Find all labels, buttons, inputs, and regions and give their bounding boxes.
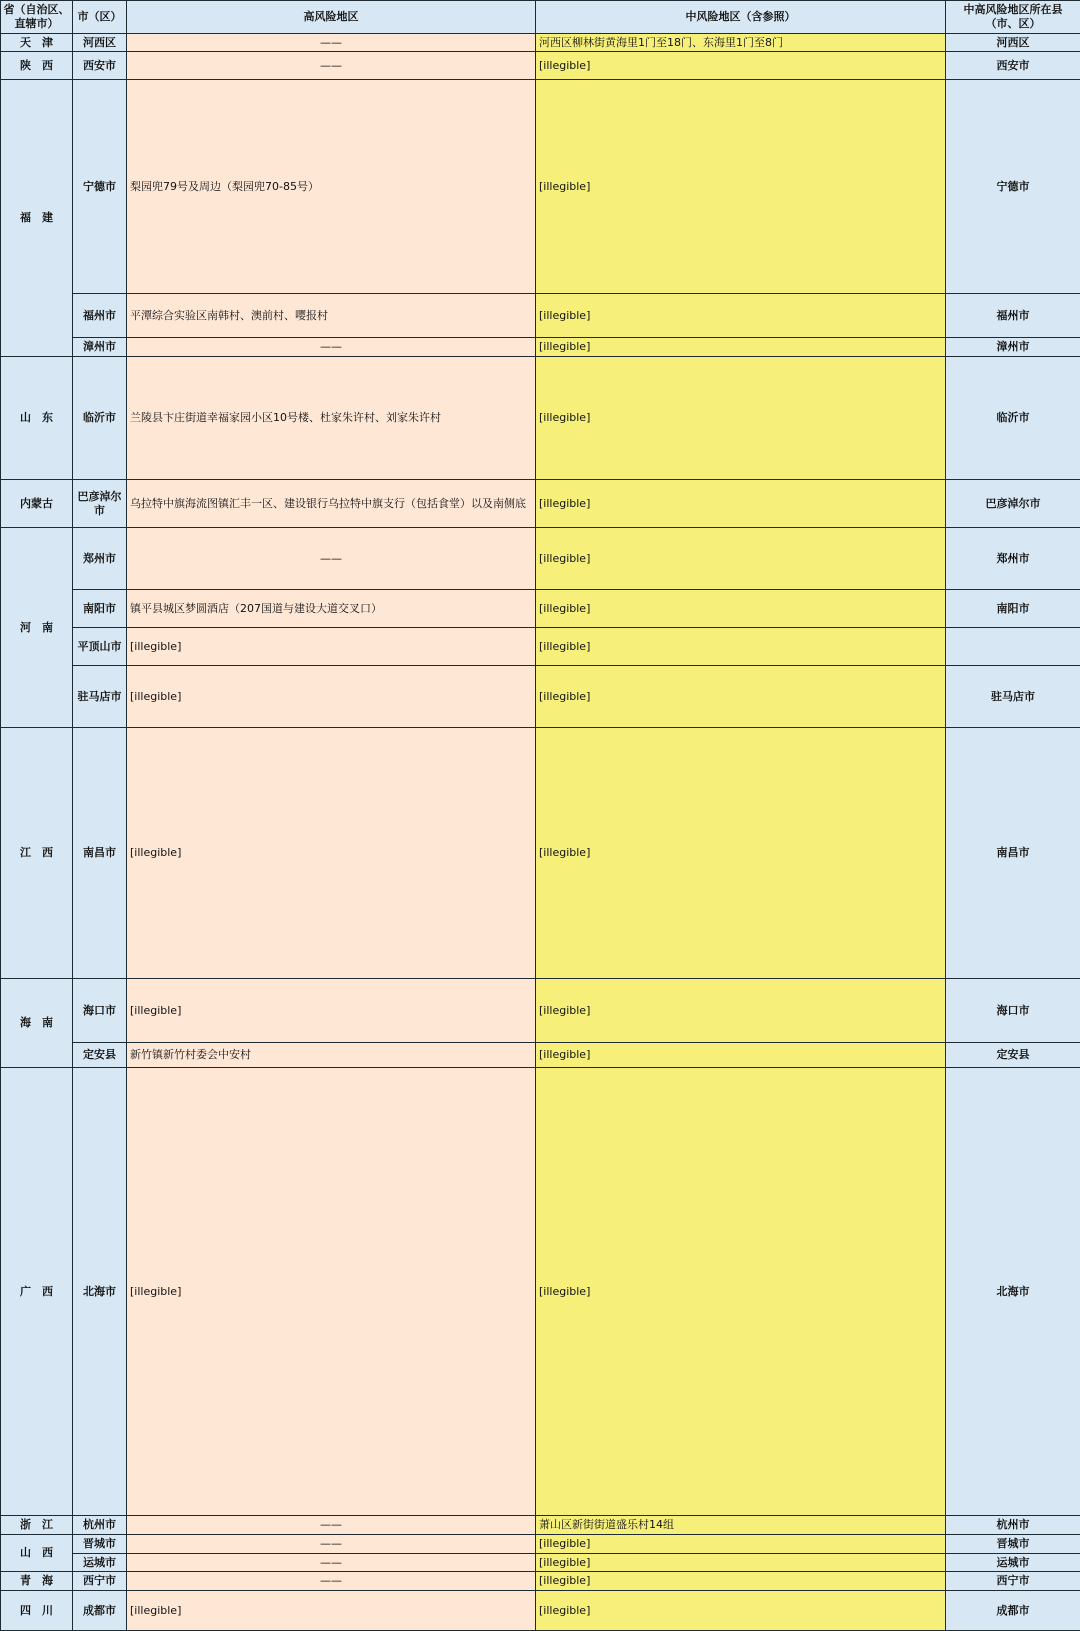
medium-risk-cell: [illegible] [536,1591,946,1631]
province-cell: 福 建 [1,80,73,357]
high-risk-cell: —— [127,1534,536,1553]
medium-risk-cell: [illegible] [536,1068,946,1516]
city-cell: 北海市 [73,1068,127,1516]
high-risk-cell: —— [127,338,536,357]
province-cell: 广 西 [1,1068,73,1516]
city-cell: 驻马店市 [73,666,127,728]
location-cell: 福州市 [946,294,1080,338]
location-cell: 运城市 [946,1553,1080,1572]
table-header-row [1,1,1080,34]
location-cell: 巴彦淖尔市 [946,480,1080,528]
location-cell: 西宁市 [946,1572,1080,1591]
city-cell: 西安市 [73,52,127,80]
high-risk-cell: 梨园兜79号及周边（梨园兜70-85号） [127,80,536,294]
medium-risk-cell: [illegible] [536,628,946,666]
city-cell: 南阳市 [73,590,127,628]
province-cell: 山 西 [1,1534,73,1572]
medium-risk-cell: [illegible] [536,1043,946,1068]
header-medium-risk: 中风险地区（含参照） [536,1,946,34]
medium-risk-cell: 萧山区新街街道盛乐村14组 [536,1516,946,1535]
high-risk-cell: —— [127,528,536,590]
city-cell: 巴彦淖尔市 [73,480,127,528]
header-province: 省（自治区、直辖市） [1,1,73,34]
city-cell: 定安县 [73,1043,127,1068]
city-cell: 成都市 [73,1591,127,1631]
medium-risk-cell: [illegible] [536,480,946,528]
province-cell: 内蒙古 [1,480,73,528]
header-location: 中高风险地区所在县（市、区） [946,1,1080,34]
location-cell: 漳州市 [946,338,1080,357]
high-risk-cell: [illegible] [127,979,536,1043]
city-cell: 河西区 [73,33,127,52]
table-row [1,480,1080,528]
province-cell: 青 海 [1,1572,73,1591]
location-cell: 定安县 [946,1043,1080,1068]
medium-risk-cell: [illegible] [536,80,946,294]
table-row [1,1516,1080,1535]
city-cell: 晋城市 [73,1534,127,1553]
table-row [1,1043,1080,1068]
medium-risk-cell: [illegible] [536,52,946,80]
table-row [1,1591,1080,1631]
location-cell: 北海市 [946,1068,1080,1516]
medium-risk-cell: [illegible] [536,728,946,979]
high-risk-cell: 新竹镇新竹村委会中安村 [127,1043,536,1068]
high-risk-cell: 平潭综合实验区南韩村、澳前村、嘤报村 [127,294,536,338]
location-cell: 临沂市 [946,357,1080,480]
high-risk-cell: [illegible] [127,1591,536,1631]
medium-risk-cell: [illegible] [536,590,946,628]
medium-risk-cell: [illegible] [536,1572,946,1591]
province-cell: 河 南 [1,528,73,728]
province-cell: 山 东 [1,357,73,480]
location-cell: 海口市 [946,979,1080,1043]
medium-risk-cell: [illegible] [536,979,946,1043]
high-risk-cell: —— [127,1553,536,1572]
province-cell: 浙 江 [1,1516,73,1535]
province-cell: 天 津 [1,33,73,52]
table-row [1,528,1080,590]
location-cell [946,628,1080,666]
table-row [1,33,1080,52]
table-row [1,590,1080,628]
header-high-risk: 高风险地区 [127,1,536,34]
location-cell: 郑州市 [946,528,1080,590]
location-cell: 晋城市 [946,1534,1080,1553]
location-cell: 河西区 [946,33,1080,52]
medium-risk-cell: [illegible] [536,294,946,338]
city-cell: 漳州市 [73,338,127,357]
city-cell: 临沂市 [73,357,127,480]
table-row [1,357,1080,480]
province-cell: 四 川 [1,1591,73,1631]
province-cell: 陕 西 [1,52,73,80]
table-row [1,628,1080,666]
location-cell: 驻马店市 [946,666,1080,728]
high-risk-cell: [illegible] [127,728,536,979]
medium-risk-cell: [illegible] [536,357,946,480]
city-cell: 福州市 [73,294,127,338]
medium-risk-cell: [illegible] [536,338,946,357]
header-city: 市（区） [73,1,127,34]
high-risk-cell: —— [127,1572,536,1591]
table-row [1,294,1080,338]
high-risk-cell: [illegible] [127,628,536,666]
medium-risk-cell: [illegible] [536,1553,946,1572]
table-row [1,1068,1080,1516]
location-cell: 南昌市 [946,728,1080,979]
table-row [1,666,1080,728]
province-cell: 江 西 [1,728,73,979]
city-cell: 南昌市 [73,728,127,979]
province-cell: 海 南 [1,979,73,1068]
table-row [1,979,1080,1043]
table-row [1,1553,1080,1572]
medium-risk-cell: [illegible] [536,1534,946,1553]
location-cell: 成都市 [946,1591,1080,1631]
high-risk-cell: —— [127,1516,536,1535]
table-row [1,728,1080,979]
high-risk-cell: [illegible] [127,1068,536,1516]
table-row [1,338,1080,357]
table-row [1,52,1080,80]
high-risk-cell: 镇平县城区梦圆酒店（207国道与建设大道交叉口） [127,590,536,628]
location-cell: 南阳市 [946,590,1080,628]
high-risk-cell: [illegible] [127,666,536,728]
table-row [1,80,1080,294]
city-cell: 西宁市 [73,1572,127,1591]
medium-risk-cell: [illegible] [536,528,946,590]
city-cell: 运城市 [73,1553,127,1572]
location-cell: 西安市 [946,52,1080,80]
city-cell: 郑州市 [73,528,127,590]
table-body [1,33,1080,1631]
table-row [1,1534,1080,1553]
high-risk-cell: —— [127,52,536,80]
location-cell: 宁德市 [946,80,1080,294]
high-risk-cell: 兰陵县卞庄街道幸福家园小区10号楼、杜家朱许村、刘家朱许村 [127,357,536,480]
city-cell: 杭州市 [73,1516,127,1535]
high-risk-cell: 乌拉特中旗海流图镇汇丰一区、建设银行乌拉特中旗支行（包括食堂）以及南侧底 [127,480,536,528]
table-row [1,1572,1080,1591]
city-cell: 宁德市 [73,80,127,294]
city-cell: 平顶山市 [73,628,127,666]
medium-risk-cell: [illegible] [536,666,946,728]
high-risk-cell: —— [127,33,536,52]
location-cell: 杭州市 [946,1516,1080,1535]
city-cell: 海口市 [73,979,127,1043]
medium-risk-cell: 河西区柳林街黄海里1门至18门、东海里1门至8门 [536,33,946,52]
